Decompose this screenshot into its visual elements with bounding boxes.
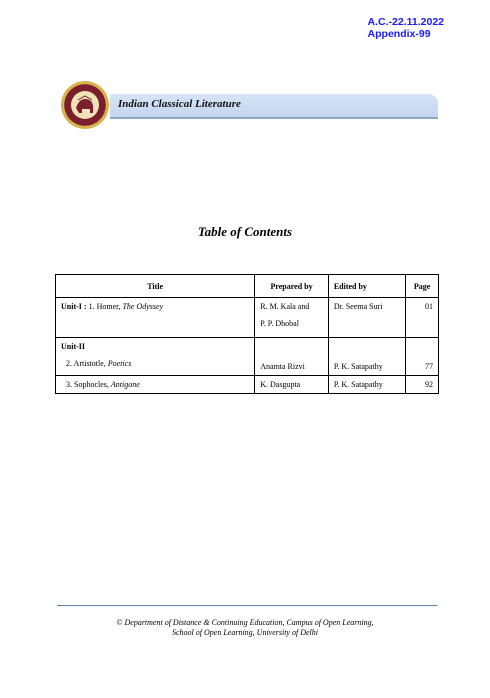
entry-prefix: 2. Artistotle, — [66, 359, 108, 368]
row-page: 01 — [406, 298, 439, 338]
page-number: 77 — [425, 362, 433, 371]
header-prepared-by: Prepared by — [255, 275, 329, 298]
work-title: Poetics — [107, 359, 132, 368]
course-title: Indian Classical Literature — [118, 98, 241, 110]
appendix-header — [368, 16, 444, 40]
row-title — [56, 298, 255, 338]
editor-name: P. K. Satapathy — [333, 362, 383, 371]
table-row — [56, 376, 439, 394]
footer-divider — [57, 605, 437, 606]
header-page: Page — [406, 275, 439, 298]
course-banner — [110, 94, 438, 119]
table-row — [56, 338, 439, 376]
toc-header-row — [56, 275, 439, 298]
row-edited-by — [328, 338, 405, 376]
row-edited-by: Dr. Seema Suri — [328, 298, 405, 338]
header-title: Title — [56, 275, 255, 298]
work-title: Antigone — [110, 380, 140, 389]
ac-date: A.C.-22.11.2022 — [367, 16, 444, 28]
unit-label: Unit-II — [61, 342, 86, 351]
row-page — [406, 338, 439, 376]
footer-line-1: © Department of Distance & Continuing Education, Campus of Open Learning, — [116, 618, 374, 627]
prepared-line-2: P. P. Dhobal — [260, 319, 299, 328]
prepared-name: Anamta Rizvi — [260, 362, 305, 371]
entry-prefix: 1. Homer, — [86, 302, 123, 311]
work-title: The Odyssey — [122, 302, 164, 311]
row-prepared-by — [255, 298, 329, 338]
row-prepared-by: K. Dasgupta — [255, 376, 329, 394]
unit-label: Unit-I : — [61, 302, 87, 311]
header-edited-by: Edited by — [328, 275, 405, 298]
table-row — [56, 298, 439, 338]
university-seal-logo — [60, 80, 110, 130]
entry-prefix: 3. Sophocles, — [66, 380, 111, 389]
prepared-line-1: R. M. Kala and — [260, 302, 310, 311]
row-title — [56, 376, 255, 394]
entry-title — [61, 359, 249, 368]
appendix-number: Appendix-99 — [367, 28, 431, 40]
footer-line-2: School of Open Learning, University of Delhi — [172, 628, 318, 637]
toc-heading: Table of Contents — [197, 224, 293, 239]
row-title — [56, 338, 255, 376]
footer — [0, 618, 490, 638]
row-page: 92 — [406, 376, 439, 394]
toc-table — [55, 274, 439, 394]
row-prepared-by — [255, 338, 329, 376]
row-edited-by: P. K. Satapathy — [328, 376, 405, 394]
